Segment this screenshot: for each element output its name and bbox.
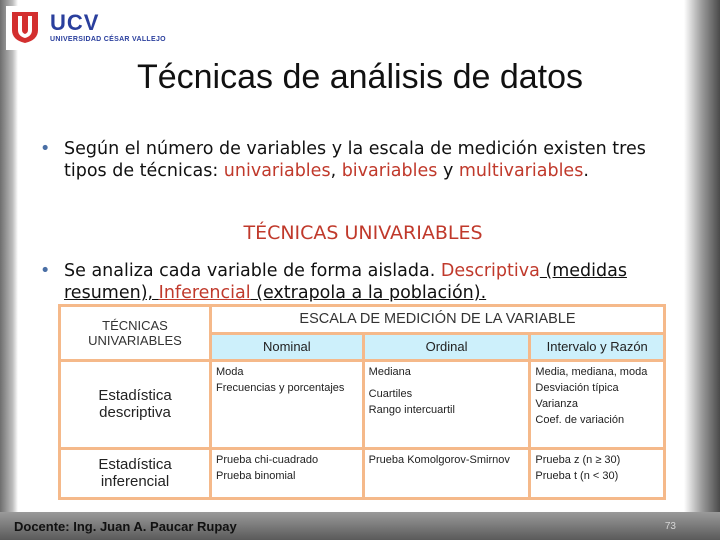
bullet-dot: • xyxy=(40,261,51,281)
cell-line: Frecuencias y porcentajes xyxy=(216,381,345,394)
cell-inf-interval xyxy=(531,450,663,497)
ucv-logo xyxy=(6,6,166,50)
bullet-univariate xyxy=(40,260,684,304)
cell-line: Moda xyxy=(216,365,244,378)
footer-docente: Docente: Ing. Juan A. Paucar Rupay xyxy=(14,519,237,534)
ucv-shield-icon xyxy=(10,10,40,44)
cell-desc-interval xyxy=(531,362,663,447)
term-descriptiva: Descriptiva xyxy=(440,261,540,281)
term-univariables: univariables xyxy=(223,161,331,181)
logo-name: UCV xyxy=(50,10,100,35)
cell-line: Prueba binomial xyxy=(216,469,296,482)
cell-desc-ordinal xyxy=(365,362,529,447)
cell-line: Varianza xyxy=(535,397,579,410)
scale-header: ESCALA DE MEDICIÓN DE LA VARIABLE xyxy=(212,307,663,332)
bullet2-text-a: Se analiza cada variable de forma aislada. xyxy=(64,261,441,281)
logo-subtitle: UNIVERSIDAD CÉSAR VALLEJO xyxy=(50,36,166,43)
slide-title: Técnicas de análisis de datos xyxy=(136,58,584,96)
bullet1-end: . xyxy=(583,161,589,181)
cell-line: Media, mediana, moda xyxy=(535,365,648,378)
cell-line: Coef. de variación xyxy=(535,413,625,426)
cell-line: Cuartiles xyxy=(368,387,413,400)
right-decor-bar xyxy=(684,0,720,540)
bullet1-and: y xyxy=(437,161,459,181)
row-header-inferential: Estadística inferencial xyxy=(61,450,209,497)
left-decor-bar xyxy=(0,0,18,540)
cell-inf-nominal xyxy=(212,450,362,497)
bullet-dot: • xyxy=(40,139,51,159)
row-header-descriptive: Estadística descriptiva xyxy=(61,362,209,447)
cell-line: Prueba z (n ≥ 30) xyxy=(535,453,621,466)
col-header-nominal: Nominal xyxy=(212,335,362,359)
bullet1-text: Según el número de variables y la escala de medición existen tres tipos de técnicas: xyxy=(64,139,646,181)
bullet2-text-b: (medidas resumen), xyxy=(64,261,627,303)
cell-line: Mediana xyxy=(368,365,411,378)
table-corner: TÉCNICAS UNIVARIABLES xyxy=(61,307,209,359)
col-header-ordinal: Ordinal xyxy=(365,335,529,359)
cell-line: Rango intercuartil xyxy=(368,403,455,416)
cell-inf-ordinal xyxy=(365,450,529,497)
bullet-techniques xyxy=(40,138,684,182)
cell-line: Desviación típica xyxy=(535,381,619,394)
table-row xyxy=(61,450,663,497)
cell-desc-nominal xyxy=(212,362,362,447)
bullet1-comma: , xyxy=(330,161,342,181)
techniques-table xyxy=(58,304,666,500)
term-bivariables: bivariables xyxy=(341,161,438,181)
col-header-interval: Intervalo y Razón xyxy=(531,335,663,359)
cell-line: Prueba chi-cuadrado xyxy=(216,453,319,466)
table-row xyxy=(61,362,663,447)
term-inferencial: Inferencial xyxy=(158,283,251,303)
bullet2-text-c: (extrapola a la población). xyxy=(250,283,487,303)
page-number: 73 xyxy=(664,521,676,532)
term-multivariables: multivariables xyxy=(458,161,584,181)
cell-line: Prueba Komolgorov-Smirnov xyxy=(368,453,510,466)
section-heading: TÉCNICAS UNIVARIABLES xyxy=(243,222,483,244)
cell-line: Prueba t (n < 30) xyxy=(535,469,619,482)
